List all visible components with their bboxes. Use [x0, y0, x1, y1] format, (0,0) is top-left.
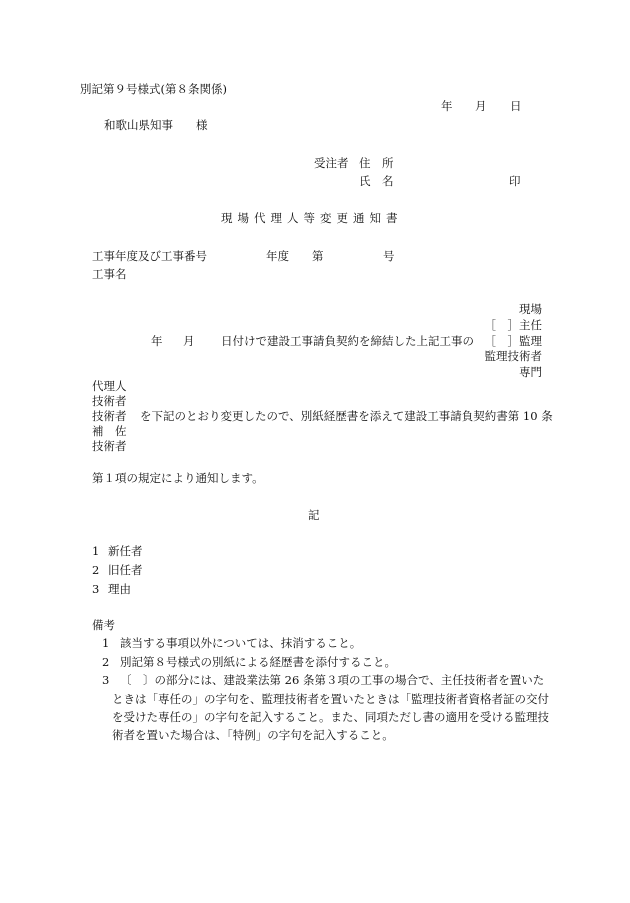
option-kanri-gijutsusha: 監理技術者 — [484, 349, 542, 363]
body-sentence-1: 日付けで建設工事請負契約を締結した上記工事の — [221, 334, 474, 348]
body-sentence-3: 第１項の規定により通知します。 — [92, 471, 264, 485]
note-line: を受けた専任の」の字句を記入すること。また、同項ただし書の適用を受ける監理技 — [112, 710, 549, 724]
option-senmon: 専門 — [519, 365, 542, 379]
note-line: 別記第８号様式の別紙による経歴書を添付すること。 — [120, 655, 396, 669]
go-label: 号 — [383, 249, 395, 263]
note-number: 2 — [102, 655, 110, 669]
role-gijutsusha-2: 技術者 — [92, 409, 127, 423]
item-number: 1 — [92, 544, 100, 558]
note-number: 3 — [102, 673, 110, 687]
item-label-shinninsha: 新任者 — [108, 544, 143, 558]
date-month-label: 月 — [475, 99, 487, 113]
date-year-label: 年 — [441, 99, 453, 113]
project-year-number-label: 工事年度及び工事番号 — [92, 249, 207, 263]
item-number: 3 — [92, 582, 100, 596]
ki-heading: 記 — [308, 508, 320, 522]
role-gijutsusha-3: 技術者 — [92, 439, 127, 453]
note-number: 1 — [102, 636, 110, 650]
item-label-kyuninsha: 旧任者 — [108, 563, 143, 577]
body-date-year: 年 — [151, 334, 163, 348]
remarks-heading: 備考 — [92, 618, 115, 632]
role-hosa: 補 佐 — [92, 424, 127, 438]
address-label: 住 所 — [359, 156, 394, 170]
role-dairinin: 代理人 — [92, 379, 127, 393]
document-title: 現場代理人等変更通知書 — [221, 211, 403, 225]
body-date-month: 月 — [183, 334, 195, 348]
seal-mark: 印 — [509, 174, 521, 188]
note-line: 該当する事項以外については、抹消すること。 — [120, 636, 362, 650]
note-line: 術者を置いた場合は、「特例」の字句を記入すること。 — [112, 728, 394, 742]
option-shunin: ［ ］主任 — [484, 318, 542, 332]
contractor-label: 受注者 — [314, 156, 349, 170]
note-line: ときは「専任の」の字句を、監理技術者を置いたときは「監理技術者資格者証の交付 — [112, 692, 549, 706]
item-label-riyu: 理由 — [108, 582, 131, 596]
addressee: 和歌山県知事 — [104, 118, 173, 132]
option-kanri: ［ ］監理 — [484, 334, 542, 348]
date-day-label: 日 — [510, 99, 522, 113]
option-genba: 現場 — [519, 302, 542, 316]
item-number: 2 — [92, 563, 100, 577]
name-label: 氏 名 — [359, 174, 394, 188]
form-title: 別記第９号様式(第８条関係) — [80, 82, 227, 96]
role-gijutsusha-1: 技術者 — [92, 394, 127, 408]
fiscal-year-label: 年度 — [266, 249, 289, 263]
dai-label: 第 — [312, 249, 324, 263]
honorific: 様 — [196, 118, 208, 132]
project-name-label: 工事名 — [92, 267, 127, 281]
body-sentence-2: を下記のとおり変更したので、別紙経歴書を添えて建設工事請負契約書第 10 条 — [140, 409, 553, 423]
note-line: 〔 〕の部分には、建設業法第 26 条第３項の工事の場合で、主任技術者を置いた — [120, 673, 545, 687]
